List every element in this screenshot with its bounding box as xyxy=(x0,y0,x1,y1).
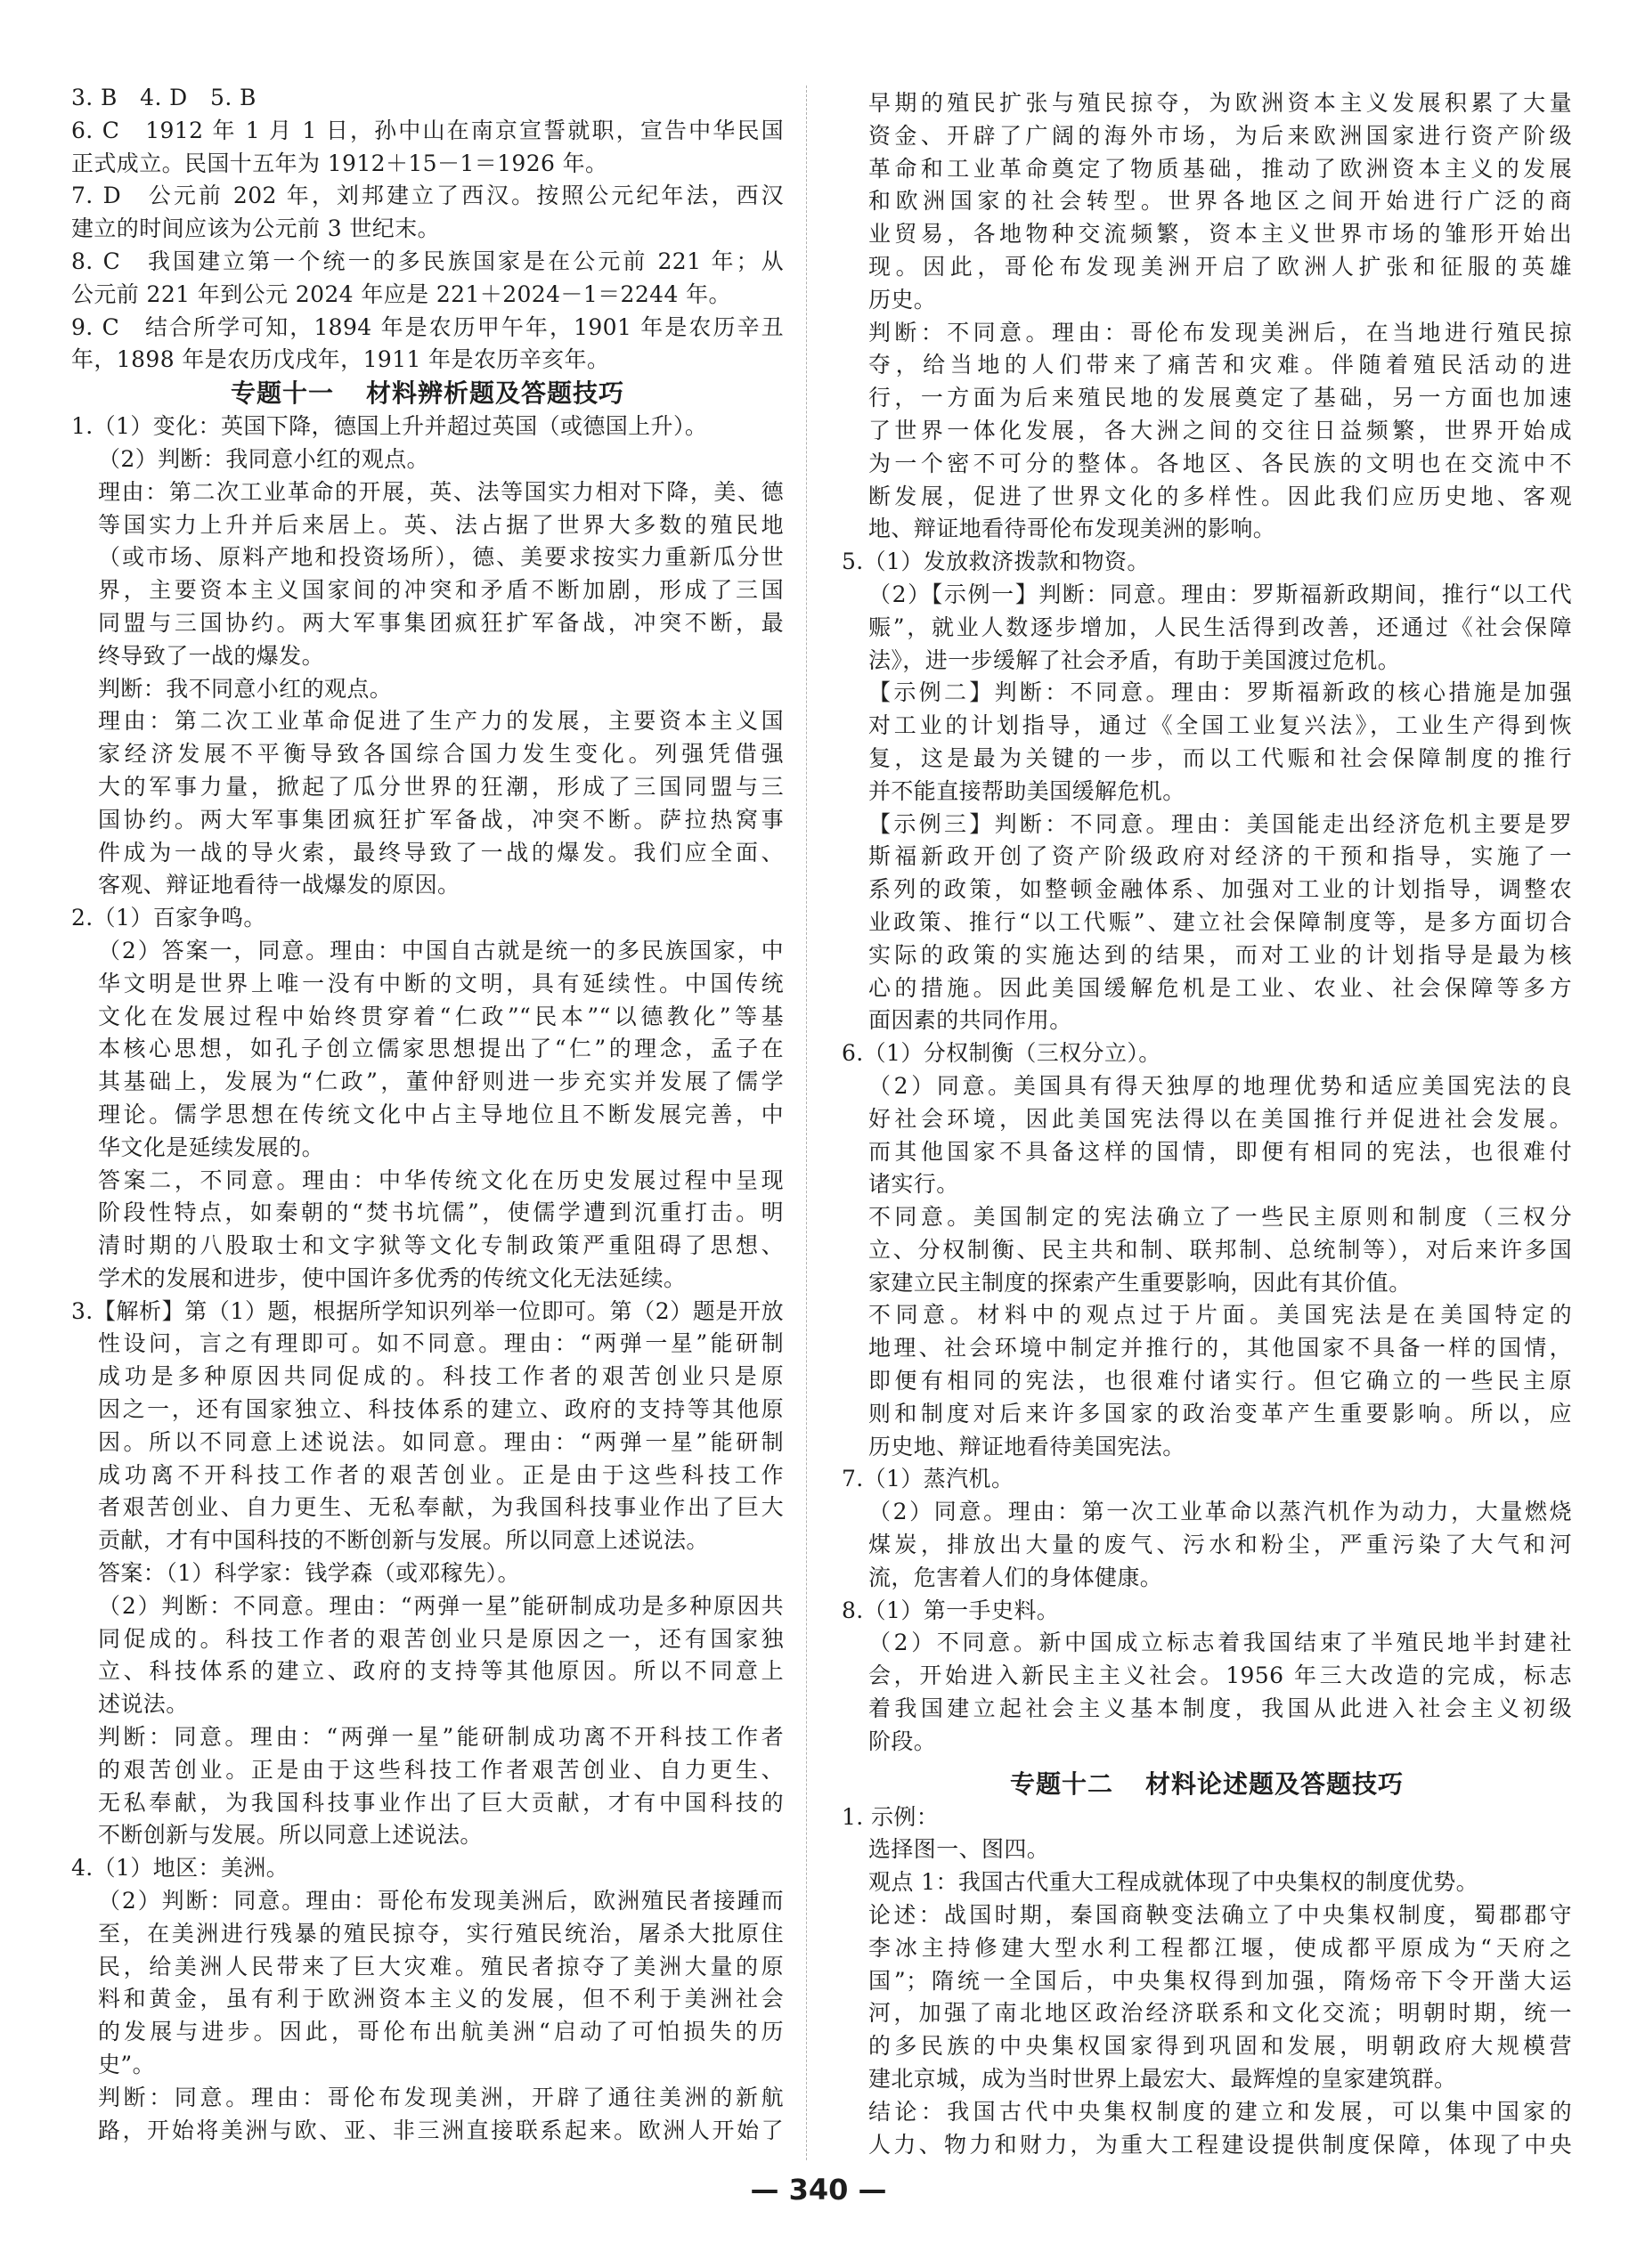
text-line: 地理、社会环境中制定并推行的，其他国家不具备一样的国情， xyxy=(868,1335,1572,1362)
text-line: 判断：我不同意小红的观点。 xyxy=(98,675,393,702)
text-line: 答案二，不同意。理由：中华传统文化在历史发展过程中呈现 xyxy=(98,1167,784,1193)
text-line: 理由：第二次工业革命促进了生产力的发展，主要资本主义国 xyxy=(98,708,784,735)
text-line: 系列的政策，如整顿金融体系、加强对工业的计划指导，调整农 xyxy=(868,876,1572,903)
text-line: 的艰苦创业。正是由于这些科技工作者艰苦创业、自力更生、 xyxy=(98,1756,784,1783)
text-line: 其基础上，发展为“仁政”，董仲舒则进一步充实并发展了儒学 xyxy=(98,1069,784,1095)
text-line: 会，开始进入新民主主义社会。1956 年三大改造的完成，标志 xyxy=(868,1662,1572,1689)
text-line: 件成为一战的导火索，最终导致了一战的爆发。我们应全面、 xyxy=(98,839,784,866)
text-line: （2）答案一，同意。理由：中国自古就是统一的多民族国家，中 xyxy=(98,937,784,963)
text-line: 者艰苦创业、自力更生、无私奉献，为我国科技事业作出了巨大 xyxy=(98,1494,784,1521)
text-line: 3. B 4. D 5. B xyxy=(71,85,257,110)
text-line: 料和黄金，虽有利于欧洲资本主义的发展，但不利于美洲社会 xyxy=(98,1986,784,2012)
text-line: 历史。 xyxy=(868,286,937,313)
text-line: 同促成的。科技工作者的艰苦创业只是原因之一，还有国家独 xyxy=(98,1625,784,1652)
section-heading-title: 材料辨析题及答题技巧 xyxy=(366,378,625,409)
text-line: 即便有相同的宪法，也很难付诸实行。但它确立的一些民主原 xyxy=(868,1368,1572,1394)
text-line: 建北京城，成为当时世界上最宏大、最辉煌的皇家建筑群。 xyxy=(868,2066,1457,2093)
text-line: 性设问，言之有理即可。如不同意。理由：“两弹一星”能研制 xyxy=(98,1330,784,1357)
text-line: 史”。 xyxy=(98,2052,155,2078)
text-line: 【示例三】判断：不同意。理由：美国能走出经济危机主要是罗 xyxy=(868,810,1572,837)
text-line: 的多民族的中央集权国家得到巩固和发展，明朝政府大规模营 xyxy=(868,2033,1572,2060)
text-line: 心的措施。因此美国缓解危机是工业、农业、社会保障等多方 xyxy=(868,974,1572,1001)
text-line: 行，一方面为后来殖民地的发展奠定了基础，另一方面也加速 xyxy=(868,385,1572,411)
text-line: 夺，给当地的人们带来了痛苦和灾难。伴随着殖民活动的进 xyxy=(868,352,1572,378)
text-line: 业政策、推行“以工代赈”、建立社会保障制度等，是多方面切合 xyxy=(868,908,1572,935)
text-line: 的发展与进步。因此，哥伦布出航美洲“启动了可怕损失的历 xyxy=(98,2019,784,2045)
text-line: 判断：不同意。理由：哥伦布发现美洲后，在当地进行殖民掠 xyxy=(868,319,1572,345)
text-line: 对工业的计划指导，通过《全国工业复兴法》，工业生产得到恢 xyxy=(868,712,1572,739)
text-line: 3.【解析】第（1）题，根据所学知识列举一位即可。第（2）题是开放 xyxy=(71,1297,784,1324)
text-line: 斯福新政开创了资产阶级政府对经济的干预和指导，实施了一 xyxy=(868,843,1572,870)
text-line: 国”；隋统一全国后，中央集权得到加强，隋炀帝下令开凿大运 xyxy=(868,1967,1572,1994)
left-column xyxy=(71,82,784,2147)
text-line: 煤炭，排放出大量的废气、污水和粉尘，严重污染了大气和河 xyxy=(868,1532,1572,1558)
text-line: 理由：第二次工业革命的开展，英、法等国实力相对下降，美、德 xyxy=(98,478,784,505)
text-line: 面因素的共同作用。 xyxy=(868,1007,1072,1034)
page-number: — 340 — xyxy=(750,2173,887,2207)
text-line: 立、科技体系的建立、政府的支持等其他原因。所以不同意上 xyxy=(98,1658,784,1685)
text-line: 5.（1）发放救济拨款和物资。 xyxy=(842,549,1150,575)
text-line: 判断：同意。理由：“两弹一星”能研制成功离不开科技工作者 xyxy=(98,1724,784,1751)
text-line: 地、辩证地看待哥伦布发现美洲的影响。 xyxy=(868,516,1276,542)
text-line: （2）判断：同意。理由：哥伦布发现美洲后，欧洲殖民者接踵而 xyxy=(98,1888,784,1914)
text-line: （或市场、原料产地和投资场所），德、美要求按实力重新瓜分世 xyxy=(98,544,784,571)
text-line: 1.（1）变化：英国下降，德国上升并超过英国（或德国上升）。 xyxy=(71,413,708,440)
text-line: 因之一，还有国家独立、科技体系的建立、政府的支持等其他原 xyxy=(98,1396,784,1423)
text-line: 本核心思想，如孔子创立儒家思想提出了“仁”的理念，孟子在 xyxy=(98,1036,784,1062)
text-line: 因。所以不同意上述说法。如同意。理由：“两弹一星”能研制 xyxy=(98,1428,784,1455)
text-line: 1. 示例： xyxy=(842,1803,940,1830)
section-heading-12 xyxy=(842,1768,1572,1801)
text-line: 国协约。两大军事集团疯狂扩军备战，冲突不断。萨拉热窝事 xyxy=(98,806,784,833)
text-line: 赈”，就业人数逐步增加，人民生活得到改善，还通过《社会保障 xyxy=(868,614,1572,640)
text-line: （2）【示例一】判断：同意。理由：罗斯福新政期间，推行“以工代 xyxy=(868,581,1572,607)
text-line: 了世界一体化发展，各大洲之间的交往日益频繁，世界开始成 xyxy=(868,417,1572,443)
text-line: 同盟与三国协约。两大军事集团疯狂扩军备战，冲突不断，最 xyxy=(98,609,784,636)
text-line: 9. C 结合所学可知，1894 年是农历甲午年，1901 年是农历辛丑 xyxy=(71,313,784,340)
text-line: 断发展，促进了世界文化的多样性。因此我们应历史地、客观 xyxy=(868,483,1572,509)
text-line: 8. C 我国建立第一个统一的多民族国家是在公元前 221 年；从 xyxy=(71,248,784,274)
text-line: 大的军事力量，掀起了瓜分世界的狂潮，形成了三国同盟与三 xyxy=(98,773,784,800)
text-line: 路，开始将美洲与欧、亚、非三洲直接联系起来。欧洲人开始了 xyxy=(98,2117,784,2143)
text-line: （2）同意。美国具有得天独厚的地理优势和适应美国宪法的良 xyxy=(868,1072,1572,1099)
text-line: 资金、开辟了广阔的海外市场，为后来欧洲国家进行资产阶级 xyxy=(868,122,1572,149)
text-line: 不断创新与发展。所以同意上述说法。 xyxy=(98,1822,483,1849)
text-line: 8.（1）第一手史料。 xyxy=(842,1597,1060,1623)
text-line: 家建立民主制度的探索产生重要影响，因此有其价值。 xyxy=(868,1269,1412,1296)
text-line: 着我国建立起社会主义基本制度，我国从此进入社会主义初级 xyxy=(868,1695,1572,1722)
text-line: 阶段。 xyxy=(868,1727,937,1754)
text-line: 观点 1：我国古代重大工程成就体现了中央集权的制度优势。 xyxy=(868,1869,1479,1896)
text-line: 华文明是世界上唯一没有中断的文明，具有延续性。中国传统 xyxy=(98,970,784,996)
text-line: 实际的政策的实施达到的结果，而对工业的计划指导是最为核 xyxy=(868,941,1572,968)
text-line: 正式成立。民国十五年为 1912＋15－1＝1926 年。 xyxy=(71,150,608,176)
text-line: 7. D 公元前 202 年，刘邦建立了西汉。按照公元纪年法，西汉 xyxy=(71,183,784,209)
text-line: 现。因此，哥伦布发现美洲开启了欧洲人扩张和征服的英雄 xyxy=(868,253,1572,280)
text-line: 和欧洲国家的社会转型。世界各地区之间开始进行广泛的商 xyxy=(868,188,1572,215)
right-column xyxy=(842,87,1572,2161)
text-line: 成功离不开科技工作者的艰苦创业。正是由于这些科技工作 xyxy=(98,1461,784,1488)
text-line: 李冰主持修建大型水利工程都江堰，使成都平原成为“天府之 xyxy=(868,1934,1572,1961)
text-line: 流，危害着人们的身体健康。 xyxy=(868,1564,1163,1590)
text-line: 家经济发展不平衡导致各国综合国力发生变化。列强凭借强 xyxy=(98,741,784,768)
section-heading-title: 材料论述题及答题技巧 xyxy=(1145,1768,1405,1799)
text-line: 学术的发展和进步，使中国许多优秀的传统文化无法延续。 xyxy=(98,1264,687,1291)
text-line: 等国实力上升并后来居上。英、法占据了世界大多数的殖民地 xyxy=(98,511,784,538)
text-line: 年，1898 年是农历戊戌年，1911 年是农历辛亥年。 xyxy=(71,346,610,373)
text-line: 客观、辩证地看待一战爆发的原因。 xyxy=(98,872,460,898)
text-line: 2.（1）百家争鸣。 xyxy=(71,905,266,931)
text-line: 至，在美洲进行残暴的殖民掠夺，实行殖民统治，屠杀大批原住 xyxy=(98,1920,784,1947)
text-line: 阶段性特点，如秦朝的“焚书坑儒”，使儒学遭到沉重打击。明 xyxy=(98,1199,784,1226)
text-line: 论述：战国时期，秦国商鞅变法确立了中央集权制度，蜀郡郡守 xyxy=(868,1902,1572,1929)
text-line: 复，这是最为关键的一步，而以工代赈和社会保障制度的推行 xyxy=(868,744,1572,771)
text-line: （2）判断：不同意。理由：“两弹一星”能研制成功是多种原因共 xyxy=(98,1592,784,1619)
text-line: 判断：同意。理由：哥伦布发现美洲，开辟了通往美洲的新航 xyxy=(98,2084,784,2110)
text-line: 不同意。美国制定的宪法确立了一些民主原则和制度（三权分 xyxy=(868,1204,1572,1231)
text-line: 7.（1）蒸汽机。 xyxy=(842,1466,1014,1492)
text-line: 清时期的八股取士和文字狱等文化专制政策严重阻碍了思想、 xyxy=(98,1232,784,1259)
text-line: 述说法。 xyxy=(98,1691,189,1718)
text-line: 结论：我国古代中央集权制度的建立和发展，可以集中国家的 xyxy=(868,2098,1572,2125)
text-line: 民，给美洲人民带来了巨大灾难。殖民者掠夺了美洲大量的原 xyxy=(98,1953,784,1979)
text-line: 诸实行。 xyxy=(868,1171,959,1198)
column-divider xyxy=(806,85,807,2160)
text-line: 历史地、辩证地看待美国宪法。 xyxy=(868,1433,1185,1459)
text-line: 理论。儒学思想在传统文化中占主导地位且不断发展完善，中 xyxy=(98,1101,784,1127)
text-line: （2）同意。理由：第一次工业革命以蒸汽机作为动力，大量燃烧 xyxy=(868,1499,1572,1525)
text-line: 选择图一、图四。 xyxy=(868,1836,1050,1863)
text-line: （2）判断：我同意小红的观点。 xyxy=(98,445,429,472)
text-line: 6.（1）分权制衡（三权分立）。 xyxy=(842,1040,1161,1067)
text-line: 建立的时间应该为公元前 3 世纪末。 xyxy=(71,215,441,242)
text-line: 不同意。材料中的观点过于片面。美国宪法是在美国特定的 xyxy=(868,1302,1572,1329)
text-line: 好社会环境，因此美国宪法得以在美国推行并促进社会发展。 xyxy=(868,1105,1572,1132)
text-line: 无私奉献，为我国科技事业作出了巨大贡献，才有中国科技的 xyxy=(98,1789,784,1816)
text-line: 华文化是延续发展的。 xyxy=(98,1134,325,1160)
text-line: 则和制度对后来许多国家的政治变革产生重要影响。所以，应 xyxy=(868,1400,1572,1427)
text-line: 文化在发展过程中始终贯穿着“仁政”“民本”“以德教化”等基 xyxy=(98,1003,784,1029)
text-line: 业贸易，各地物种交流频繁，资本主义世界市场的雏形开始出 xyxy=(868,221,1572,248)
text-line: 为一个密不可分的整体。各地区、各民族的文明也在交流中不 xyxy=(868,450,1572,476)
section-heading-number: 专题十二 xyxy=(1009,1768,1113,1799)
text-line: 6. C 1912 年 1 月 1 日，孙中山在南京宣誓就职，宣告中华民国 xyxy=(71,117,784,143)
text-line: 立、分权制衡、民主共和制、联邦制、总统制等），对后来许多国 xyxy=(868,1236,1572,1263)
text-line: 4.（1）地区：美洲。 xyxy=(71,1855,289,1882)
text-line: 界，主要资本主义国家间的冲突和矛盾不断加剧，形成了三国 xyxy=(98,577,784,604)
text-line: 人力、物力和财力，为重大工程建设提供制度保障，体现了中央 xyxy=(868,2131,1572,2158)
text-line: 成功是多种原因共同促成的。科技工作者的艰苦创业只是原 xyxy=(98,1363,784,1390)
section-heading-11 xyxy=(71,377,784,411)
text-line: 【示例二】判断：不同意。理由：罗斯福新政的核心措施是加强 xyxy=(868,679,1572,706)
text-line: 革命和工业革命奠定了物质基础，推动了欧洲资本主义的发展 xyxy=(868,155,1572,182)
text-line: 终导致了一战的爆发。 xyxy=(98,642,325,669)
text-line: 公元前 221 年到公元 2024 年应是 221＋2024－1＝2244 年。 xyxy=(71,280,731,307)
text-line: 河，加强了南北地区政治经济联系和文化交流；明朝时期，统一 xyxy=(868,2000,1572,2027)
text-line: 而其他国家不具备这样的国情，即便有相同的宪法，也很难付 xyxy=(868,1138,1572,1165)
section-heading-number: 专题十一 xyxy=(230,378,334,409)
text-line: 答案：（1）科学家：钱学森（或邓稼先）。 xyxy=(98,1560,520,1587)
text-line: 早期的殖民扩张与殖民掠夺，为欧洲资本主义发展积累了大量 xyxy=(868,90,1572,116)
text-line: （2）不同意。新中国成立标志着我国结束了半殖民地半封建社 xyxy=(868,1630,1572,1656)
text-line: 法》，进一步缓解了社会矛盾，有助于美国渡过危机。 xyxy=(868,646,1401,673)
text-line: 并不能直接帮助美国缓解危机。 xyxy=(868,777,1185,804)
text-line: 贡献，才有中国科技的不断创新与发展。所以同意上述说法。 xyxy=(98,1527,709,1554)
